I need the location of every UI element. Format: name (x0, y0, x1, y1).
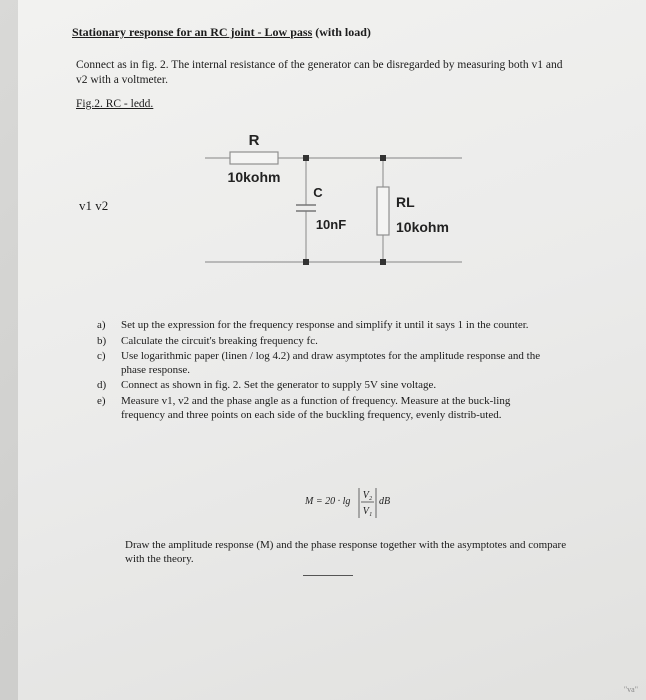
capacitor-label: C (313, 185, 323, 200)
task-item (97, 395, 557, 422)
title-suffix: (with load) (312, 25, 371, 39)
task-text: Use logarithmic paper (linen / log 4.2) and draw asymptotes for the amplitude response and the phase response. (121, 350, 541, 376)
task-marker: c) (97, 350, 106, 363)
task-marker: b) (97, 334, 107, 347)
intro-paragraph: Connect as in fig. 2. The internal resistance of the generator can be disregarded by measuring both v1 and v2 with a voltmeter. (76, 59, 563, 86)
load-resistor-value: 10kohm (396, 219, 449, 235)
task-list (97, 319, 557, 424)
resistor-r-value: 10kohm (227, 169, 281, 185)
junction-dot (303, 155, 309, 161)
resistor-r-label: R (248, 132, 260, 149)
formula-unit: dB (379, 496, 391, 507)
corner-mark: "va" (623, 685, 638, 694)
title-underlined: Stationary response for an RC joint - Low pass (72, 25, 313, 39)
resistor-r-symbol (230, 152, 278, 164)
task-item (97, 379, 557, 393)
end-divider (303, 575, 353, 576)
task-text: Set up the expression for the frequency response and simplify it until it says 1 in the counter. (121, 319, 529, 331)
task-text: Connect as shown in fig. 2. Set the generator to supply 5V sine voltage. (121, 379, 437, 392)
formula-numerator: V₂ (362, 490, 373, 501)
task-item (97, 335, 557, 349)
junction-dot (380, 155, 386, 161)
capacitor-value: 10nF (315, 217, 347, 232)
document-title (72, 25, 371, 40)
rc-circuit-diagram (200, 125, 470, 275)
task-marker: a) (97, 319, 106, 331)
junction-dot (303, 259, 309, 265)
task-marker: d) (97, 379, 107, 392)
task-text: Calculate the circuit's breaking frequency fc. (121, 334, 318, 347)
task-item (97, 350, 557, 377)
final-instruction: Draw the amplitude response (M) and the phase response together with the asymptotes and compare with the theory. (125, 539, 567, 565)
figure-caption: Fig.2. RC - ledd. (76, 98, 154, 110)
resistor-rl-symbol (377, 187, 389, 235)
junction-dot (380, 259, 386, 265)
task-marker: e) (97, 394, 106, 407)
task-item (97, 319, 557, 333)
formula-lhs: M = 20 · lg (305, 496, 351, 507)
voltages-label: v1 v2 (79, 198, 109, 213)
task-text: Measure v1, v2 and the phase angle as a function of frequency. Measure at the buck-ling frequency and three points on each side of the buckling frequency, evenly distrib-uted. (121, 394, 511, 421)
amplitude-formula (305, 484, 415, 520)
load-resistor-label: RL (396, 194, 415, 210)
formula-denominator: V₁ (362, 506, 373, 517)
